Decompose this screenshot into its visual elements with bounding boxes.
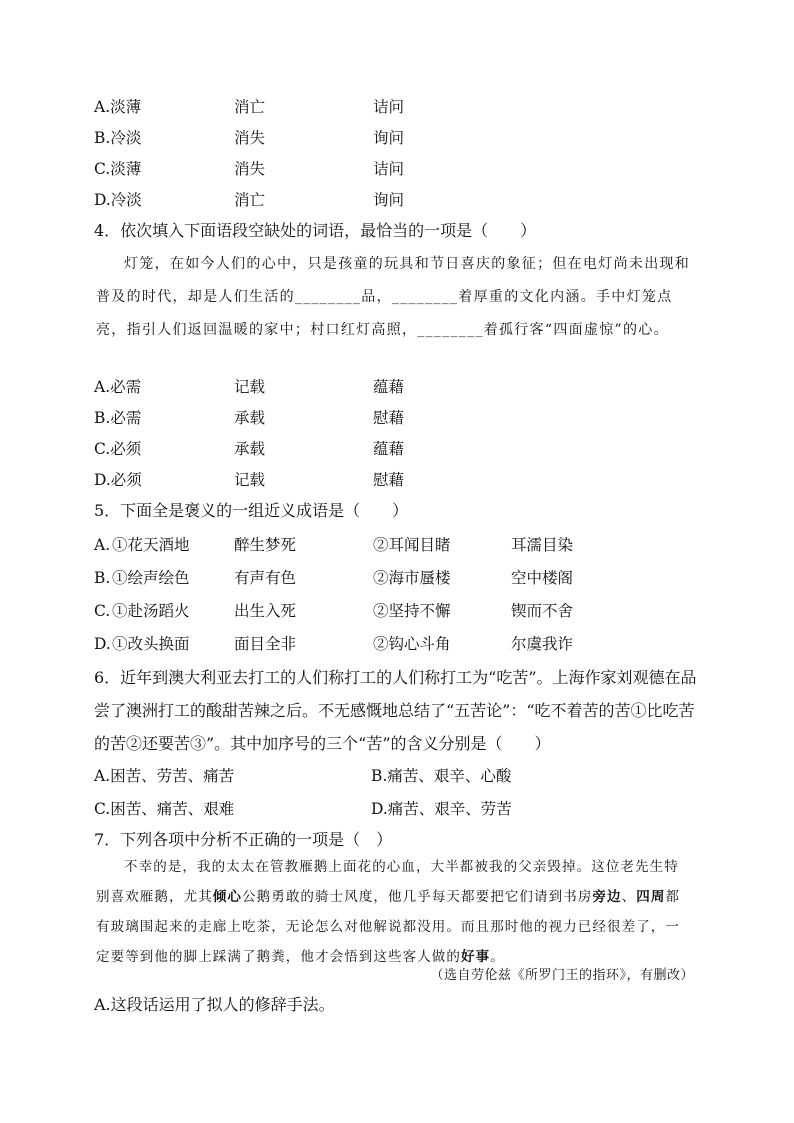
idiom: 尔虞我诈 bbox=[511, 635, 574, 653]
option-label: D.必须 bbox=[94, 471, 142, 489]
option-label: D.冷淡 bbox=[94, 191, 142, 209]
idiom: ①赴汤蹈火 bbox=[112, 602, 190, 620]
idiom: 有声有色 bbox=[234, 569, 297, 587]
option-label: D. bbox=[94, 635, 111, 653]
option-word: 蕴藉 bbox=[373, 440, 405, 458]
option-label: B. bbox=[94, 569, 111, 587]
option-label: A.困苦、劳苦、痛苦 bbox=[94, 767, 235, 785]
passage-text: 。 bbox=[490, 949, 505, 965]
option-label: B.痛苦、艰辛、心酸 bbox=[371, 767, 512, 785]
bold-word: 好事 bbox=[461, 949, 491, 965]
option-word: 记载 bbox=[234, 378, 266, 396]
idiom: 面目全非 bbox=[234, 635, 297, 653]
question-6-stem: 6．近年到澳大利亚去打工的人们称打工的人们称打工为“吃苦”。上海作家刘观德在品尝了澳洲打工的酸甜苦辣之后。不无感慨地总结了“五苦论”：“吃不着苦的苦①比吃苦的苦②还要苦③”。其中加序号的三个“苦”的含义分别是（ ） bbox=[94, 668, 697, 753]
bold-word: 四周 bbox=[636, 889, 666, 905]
passage-text: 都有玻璃围起来的走廊上吃茶，无论怎么对他解说都没用。而且那时他的视力已经很差了，一定要等到他的脚上踩满了鹅粪，他才会悟到这些客人做的 bbox=[96, 889, 681, 965]
question-7-stem: 7．下列各项中分析不正确的一项是（ ） bbox=[94, 830, 393, 849]
option-label: A.必需 bbox=[94, 378, 142, 396]
passage-text: 、 bbox=[621, 889, 637, 905]
idiom: 出生入死 bbox=[234, 602, 297, 620]
option-label: A.淡薄 bbox=[94, 98, 142, 116]
option-label: D.痛苦、艰辛、劳苦 bbox=[371, 800, 512, 818]
option-word: 记载 bbox=[234, 471, 266, 489]
idiom: 耳濡目染 bbox=[511, 536, 574, 554]
idiom: 空中楼阁 bbox=[511, 569, 574, 587]
option-label: B.冷淡 bbox=[94, 129, 142, 147]
option-word: 消失 bbox=[234, 160, 266, 178]
option-label: B.必需 bbox=[94, 409, 142, 427]
idiom: ②钩心斗角 bbox=[373, 635, 451, 653]
option-word: 承载 bbox=[234, 440, 266, 458]
option-word: 诘问 bbox=[373, 160, 405, 178]
passage-text: 公鹅勇敢的骑士风度，他几乎每天都要把它们请到书房 bbox=[242, 889, 593, 905]
option-label: C. bbox=[94, 602, 111, 620]
passage-source: （选自劳伦兹《所罗门王的指环》，有删改） bbox=[430, 968, 694, 983]
option-word: 询问 bbox=[373, 129, 405, 147]
option-word: 询问 bbox=[373, 191, 405, 209]
idiom: 锲而不舍 bbox=[511, 602, 574, 620]
idiom: ①改头换面 bbox=[112, 635, 190, 653]
q7-option-a: A.这段话运用了拟人的修辞手法。 bbox=[94, 995, 335, 1014]
option-label: C.淡薄 bbox=[94, 160, 142, 178]
idiom: ①绘声绘色 bbox=[112, 569, 190, 587]
passage-text: 不幸的是，我的太太在管教雁鹅上面花的心血，大半都被我的父亲毁掉。这位老先生特别喜欢雁鹅，尤其 bbox=[96, 859, 679, 905]
idiom: 醉生梦死 bbox=[234, 536, 297, 554]
option-word: 诘问 bbox=[373, 98, 405, 116]
idiom: ②海市蜃楼 bbox=[373, 569, 451, 587]
idiom: ①花天酒地 bbox=[112, 536, 190, 554]
bold-word: 旁边 bbox=[592, 889, 622, 905]
option-word: 承载 bbox=[234, 409, 266, 427]
option-word: 消失 bbox=[234, 129, 266, 147]
option-label: C.困苦、痛苦、艰难 bbox=[94, 800, 235, 818]
option-word: 消亡 bbox=[234, 98, 266, 116]
question-5-stem: 5．下面全是褒义的一组近义成语是（ ） bbox=[94, 501, 409, 520]
question-7-passage bbox=[96, 852, 692, 972]
question-4-passage: 灯笼，在如今人们的心中，只是孩童的玩具和节日喜庆的象征；但在电灯尚未出现和普及的时代，却是人们生活的________品，________着厚重的文化内涵。手中灯笼点亮，指引人们返回温暖的家中；村口红灯高照，________着孤行客“四面虚惊”的心。 bbox=[96, 256, 691, 338]
idiom: ②耳闻目睹 bbox=[373, 536, 451, 554]
idiom: ②坚持不懈 bbox=[373, 602, 451, 620]
option-label: A. bbox=[94, 536, 111, 554]
question-4-stem: 4．依次填入下面语段空缺处的词语，最恰当的一项是（ ） bbox=[94, 221, 537, 240]
bold-word: 倾心 bbox=[212, 889, 243, 905]
option-label: C.必须 bbox=[94, 440, 142, 458]
option-word: 蕴藉 bbox=[373, 378, 405, 396]
option-word: 慰藉 bbox=[373, 409, 405, 427]
option-word: 慰藉 bbox=[373, 471, 405, 489]
option-word: 消亡 bbox=[234, 191, 266, 209]
